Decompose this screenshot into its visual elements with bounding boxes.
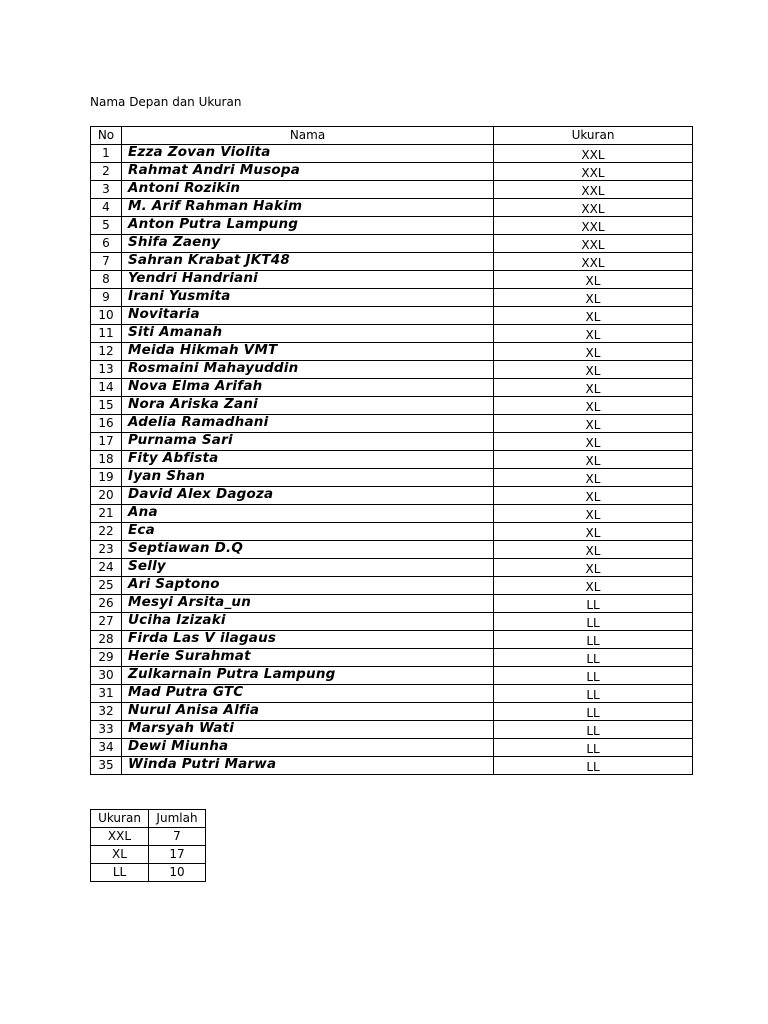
table-row — [91, 487, 693, 505]
row-name: Firda Las V ilagaus — [122, 631, 494, 649]
summary-header-count: Jumlah — [149, 810, 206, 828]
row-number: 35 — [91, 757, 122, 775]
row-name: Uciha Izizaki — [122, 613, 494, 631]
row-number: 2 — [91, 163, 122, 181]
table-row — [91, 469, 693, 487]
row-name: Antoni Rozikin — [122, 181, 494, 199]
row-name: Purnama Sari — [122, 433, 494, 451]
row-name: Iyan Shan — [122, 469, 494, 487]
row-number: 31 — [91, 685, 122, 703]
document-title: Nama Depan dan Ukuran — [90, 95, 242, 109]
table-row — [91, 325, 693, 343]
table-row — [91, 253, 693, 271]
table-row — [91, 577, 693, 595]
summary-header-size: Ukuran — [91, 810, 149, 828]
row-size: LL — [494, 595, 693, 613]
row-name: M. Arif Rahman Hakim — [122, 199, 494, 217]
row-size: XL — [494, 397, 693, 415]
row-number: 10 — [91, 307, 122, 325]
row-size: XL — [494, 433, 693, 451]
row-name: Siti Amanah — [122, 325, 494, 343]
table-row — [91, 667, 693, 685]
row-size: XL — [494, 469, 693, 487]
header-size: Ukuran — [494, 127, 693, 145]
table-row — [91, 361, 693, 379]
summary-header-row — [91, 810, 206, 828]
row-number: 5 — [91, 217, 122, 235]
row-name: Selly — [122, 559, 494, 577]
row-name: Shifa Zaeny — [122, 235, 494, 253]
table-row — [91, 307, 693, 325]
row-number: 16 — [91, 415, 122, 433]
summary-row — [91, 864, 206, 882]
table-row — [91, 343, 693, 361]
row-name: Herie Surahmat — [122, 649, 494, 667]
row-name: Zulkarnain Putra Lampung — [122, 667, 494, 685]
row-name: Mad Putra GTC — [122, 685, 494, 703]
table-row — [91, 613, 693, 631]
table-row — [91, 271, 693, 289]
table-row — [91, 451, 693, 469]
table-row — [91, 217, 693, 235]
row-size: XL — [494, 271, 693, 289]
table-row — [91, 379, 693, 397]
row-name: Septiawan D.Q — [122, 541, 494, 559]
row-name: Novitaria — [122, 307, 494, 325]
row-number: 1 — [91, 145, 122, 163]
row-size: LL — [494, 703, 693, 721]
table-row — [91, 649, 693, 667]
table-row — [91, 235, 693, 253]
summary-size: LL — [91, 864, 149, 882]
table-row — [91, 289, 693, 307]
row-size: XL — [494, 487, 693, 505]
row-number: 34 — [91, 739, 122, 757]
table-row — [91, 433, 693, 451]
table-row — [91, 739, 693, 757]
row-number: 32 — [91, 703, 122, 721]
row-name: Yendri Handriani — [122, 271, 494, 289]
row-size: XXL — [494, 253, 693, 271]
row-size: XL — [494, 325, 693, 343]
row-size: LL — [494, 685, 693, 703]
table-row — [91, 163, 693, 181]
row-size: LL — [494, 757, 693, 775]
row-number: 25 — [91, 577, 122, 595]
row-name: Anton Putra Lampung — [122, 217, 494, 235]
row-name: Meida Hikmah VMT — [122, 343, 494, 361]
row-size: XL — [494, 505, 693, 523]
names-table-body — [91, 145, 693, 775]
row-name: Irani Yusmita — [122, 289, 494, 307]
row-size: XL — [494, 523, 693, 541]
row-size: LL — [494, 631, 693, 649]
row-number: 12 — [91, 343, 122, 361]
row-name: Marsyah Wati — [122, 721, 494, 739]
row-size: XL — [494, 541, 693, 559]
row-number: 27 — [91, 613, 122, 631]
row-name: Sahran Krabat JKT48 — [122, 253, 494, 271]
table-row — [91, 703, 693, 721]
row-size: XL — [494, 577, 693, 595]
row-number: 6 — [91, 235, 122, 253]
row-name: David Alex Dagoza — [122, 487, 494, 505]
row-size: LL — [494, 613, 693, 631]
row-size: XL — [494, 415, 693, 433]
row-name: Nora Ariska Zani — [122, 397, 494, 415]
row-name: Winda Putri Marwa — [122, 757, 494, 775]
table-row — [91, 145, 693, 163]
row-size: XL — [494, 379, 693, 397]
row-size: LL — [494, 667, 693, 685]
row-number: 4 — [91, 199, 122, 217]
row-number: 14 — [91, 379, 122, 397]
row-number: 22 — [91, 523, 122, 541]
row-number: 9 — [91, 289, 122, 307]
summary-count: 7 — [149, 828, 206, 846]
table-row — [91, 559, 693, 577]
row-name: Dewi Miunha — [122, 739, 494, 757]
row-name: Adelia Ramadhani — [122, 415, 494, 433]
table-row — [91, 685, 693, 703]
summary-table-body — [91, 828, 206, 882]
table-header-row — [91, 127, 693, 145]
row-number: 24 — [91, 559, 122, 577]
row-name: Ezza Zovan Violita — [122, 145, 494, 163]
table-row — [91, 757, 693, 775]
row-size: XXL — [494, 199, 693, 217]
row-size: XL — [494, 361, 693, 379]
row-size: XXL — [494, 235, 693, 253]
row-number: 13 — [91, 361, 122, 379]
row-name: Nova Elma Arifah — [122, 379, 494, 397]
table-row — [91, 199, 693, 217]
row-number: 20 — [91, 487, 122, 505]
summary-row — [91, 846, 206, 864]
row-size: XXL — [494, 163, 693, 181]
row-number: 3 — [91, 181, 122, 199]
summary-count: 10 — [149, 864, 206, 882]
row-size: LL — [494, 649, 693, 667]
header-no: No — [91, 127, 122, 145]
row-number: 23 — [91, 541, 122, 559]
table-row — [91, 181, 693, 199]
row-number: 21 — [91, 505, 122, 523]
names-sizes-table — [90, 126, 693, 775]
row-name: Ana — [122, 505, 494, 523]
row-size: XL — [494, 559, 693, 577]
table-row — [91, 541, 693, 559]
row-name: Mesyi Arsita_un — [122, 595, 494, 613]
summary-size: XXL — [91, 828, 149, 846]
row-number: 7 — [91, 253, 122, 271]
row-number: 15 — [91, 397, 122, 415]
row-name: Eca — [122, 523, 494, 541]
table-row — [91, 523, 693, 541]
row-number: 11 — [91, 325, 122, 343]
row-number: 33 — [91, 721, 122, 739]
row-size: XXL — [494, 217, 693, 235]
row-number: 26 — [91, 595, 122, 613]
header-name: Nama — [122, 127, 494, 145]
row-name: Ari Saptono — [122, 577, 494, 595]
row-size: XL — [494, 289, 693, 307]
summary-count: 17 — [149, 846, 206, 864]
row-size: XXL — [494, 181, 693, 199]
row-number: 29 — [91, 649, 122, 667]
table-row — [91, 397, 693, 415]
row-size: XXL — [494, 145, 693, 163]
row-number: 30 — [91, 667, 122, 685]
table-row — [91, 721, 693, 739]
size-summary-table — [90, 809, 206, 882]
row-number: 28 — [91, 631, 122, 649]
row-name: Rosmaini Mahayuddin — [122, 361, 494, 379]
row-size: LL — [494, 721, 693, 739]
summary-row — [91, 828, 206, 846]
summary-size: XL — [91, 846, 149, 864]
table-row — [91, 595, 693, 613]
table-row — [91, 505, 693, 523]
row-size: XL — [494, 307, 693, 325]
table-row — [91, 415, 693, 433]
row-number: 8 — [91, 271, 122, 289]
row-size: XL — [494, 451, 693, 469]
row-name: Fity Abfista — [122, 451, 494, 469]
row-number: 19 — [91, 469, 122, 487]
row-number: 18 — [91, 451, 122, 469]
table-row — [91, 631, 693, 649]
row-name: Nurul Anisa Alfia — [122, 703, 494, 721]
row-size: LL — [494, 739, 693, 757]
row-size: XL — [494, 343, 693, 361]
row-number: 17 — [91, 433, 122, 451]
row-name: Rahmat Andri Musopa — [122, 163, 494, 181]
